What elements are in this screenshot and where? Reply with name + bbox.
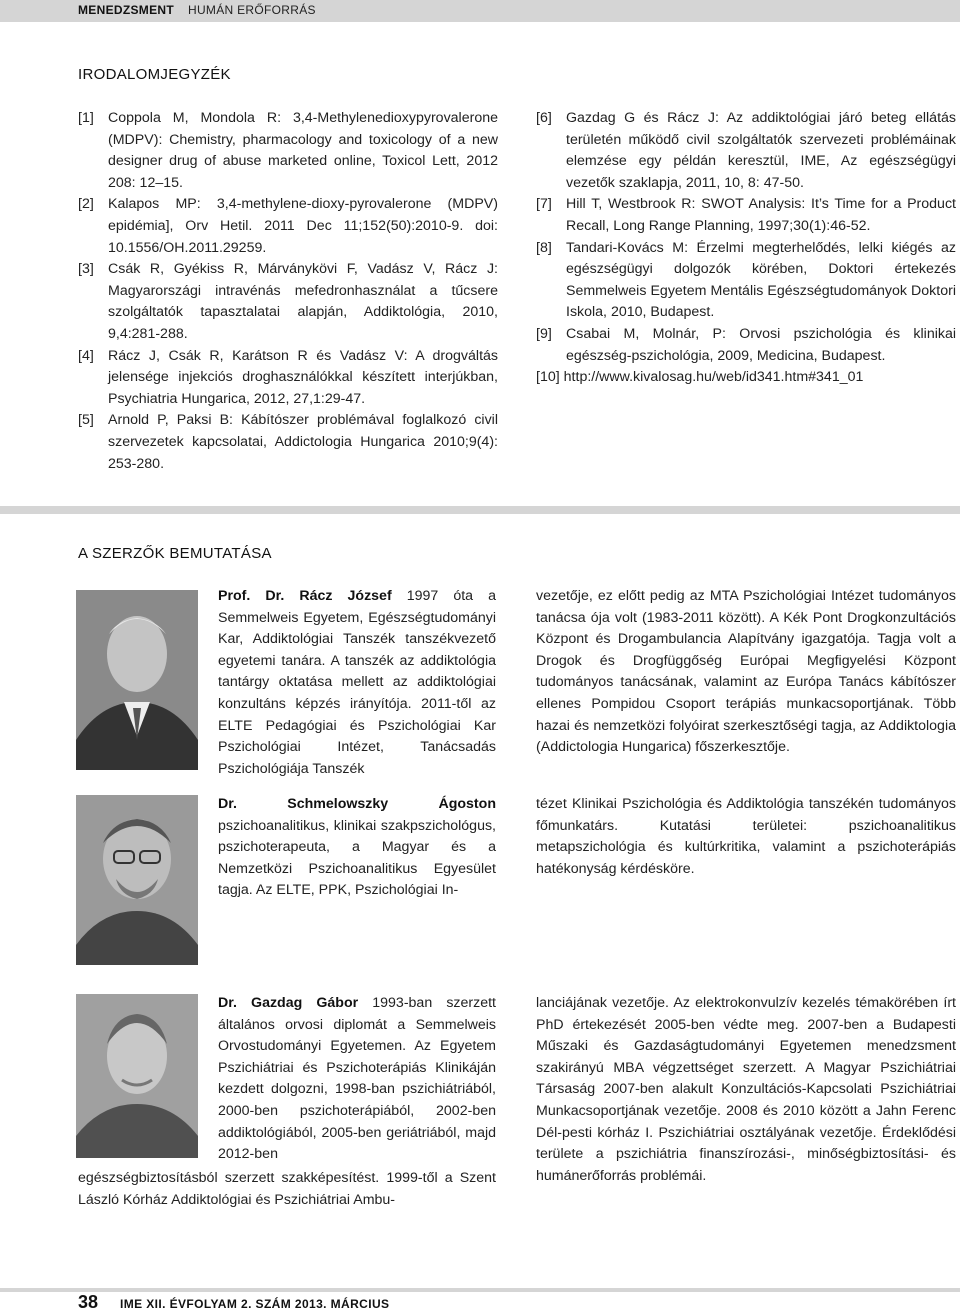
reference-item: [1] Coppola M, Mondola R: 3,4-Methylenedioxypyrovalerone (MDPV): Chemistry, pharmacology and toxicology of a new designer drug of abuse marketed online, Toxicol Lett, 2012 208: 12–15. (78, 110, 498, 191)
reference-item: [2] Kalapos MP: 3,4-methylene-dioxy-pyrovalerone (MDPV) epidémia], Orv Hetil. 2011 Dec 11;152(50):2010-9. doi: 10.1556/OH.2011.29259. (78, 196, 498, 256)
author-photo-racz (76, 590, 198, 770)
section-label: MENEDZSMENT (78, 3, 174, 17)
reference-item: [5] Arnold P, Paksi B: Kábítószer problémával foglalkozó civil szervezetek kapcsolatai, Addictologia Hungarica 2010;9(4): 253-280. (78, 412, 498, 472)
reference-item: [8] Tandari-Kovács M: Érzelmi megterhelődés, lelki kiégés az egészségügyi dolgozók körében, Doktori értekezés Semmelweis Egyetem Mentális Egészségtudományok Doktori Iskola, 2010, Budapest. (536, 239, 956, 321)
author-name: Dr. Schmelowszky Ágoston (218, 796, 496, 812)
section-header-bar (0, 0, 960, 22)
references-column-left (78, 108, 498, 475)
subsection-label: HUMÁN ERŐFORRÁS (188, 3, 316, 17)
reference-item: [3] Csák R, Gyékiss R, Márványkövi F, Vadász V, Rácz J: Magyarországi intravénás mefedronhasználat a tűcsere szolgáltatók tapasztalatai alapján, Addiktológia, 2010, 9,4:281-288. (78, 261, 498, 342)
author-name: Prof. Dr. Rácz József (218, 588, 392, 604)
reference-item: [7] Hill T, Westbrook R: SWOT Analysis: It’s Time for a Product Recall, Long Range Planning, 1997;30(1):46-52. (536, 196, 956, 234)
reference-item: [6] Gazdag G és Rácz J: Az addiktológiai járó beteg ellátás területén működő civil szolgáltatók szervezeti problémáinak elemzése egy példán keresztül, IME, Az egészségügyi vezetők szaklapja, 2011, 10, 8: 47-50. (536, 110, 956, 191)
journal-issue: IME XII. ÉVFOLYAM 2. SZÁM 2013. MÁRCIUS (120, 1297, 390, 1311)
references-column-right (536, 108, 956, 389)
reference-item: [9] Csabai M, Molnár, P: Orvosi pszichológia és klinikai egészség-pszichológia, 2009, Medicina, Budapest. (536, 325, 956, 364)
author-bio-gazdag-col2: lanciájának vezetője. Az elektrokonvulzív kezelés témakörében írt PhD értekezését 2005-ben védte meg. 2007-ben a Budapesti Műszaki és Gazdaságtudományi Egyetemen menedzsment szakirányú MBA végzettséget szerzett. A Magyar Pszichiátriai Társaság 2007-ben alakult Konzultációs-Kapcsolati Pszichiátriai Munkacsoportjának vezetője. 2008 és 2010 között a Jahn Ferenc Dél-pesti kórház I. Pszichiátriai osztályának vezetője. Érdeklődési területe a pszichiátria finanszírozási-, minőségbiztosítási- és humánerőforrás problémái. (536, 995, 956, 1184)
author-bio-schmelowszky-col1: Dr. Schmelowszky Ágoston pszichoanalitikus, klinikai szakpszichológus, pszichoterapeuta, a Magyar és a Nemzetközi Pszichoanalitikus Egyesület tagja. Az ELTE, PPK, Pszichológiai In- (218, 796, 496, 899)
page-number: 38 (78, 1292, 99, 1312)
author-bio-racz-col2: vezetője, ez előtt pedig az MTA Pszichológiai Intézet tudományos tanácsa ója volt (1983-2011 között). A Kék Pont Drogkonzultációs Központ és Drogambulancia Alapítvány igazgatója. Tagja volt a Drogok és Drogfüggőség Európai Megfigyelési Központ tudományos tanácsának, valamint az Európa Tanács kábítószer ellenes Pompidou Csoport terápiás munkacsoportjának. Több hazai és nemzetközi folyóirat szerkesztőségi tagja, az Addiktologia (Addictologia Hungarica) főszerkesztője. (536, 588, 956, 756)
author-photo-gazdag (76, 994, 198, 1158)
author-bio-gazdag-wrap: egészségbiztosításból szerzett szakképesítést. 1999-től a Szent László Kórház Addiktológiai és Pszichiátriai Ambu- (78, 1170, 496, 1208)
author-photo-schmelowszky (76, 795, 198, 965)
reference-item: [10] http://www.kivalosag.hu/web/id341.htm#341_01 (536, 367, 956, 389)
references-heading: IRODALOMJEGYZÉK (78, 66, 231, 83)
footer-bar (0, 1288, 960, 1292)
author-bio-gazdag-col1: Dr. Gazdag Gábor 1993-ban szerzett általános orvosi diplomát a Semmelweis Orvostudományi Egyetemen. Az Egyetem Pszichiátriai és Pszichoterápiás Klinikáján kezdett dolgozni, 1998-ban pszichiátriából, 2000-ben pszichoterápiából, 2002-ben addiktológiából, 2005-ben geriátriából, majd 2012-ben (218, 995, 496, 1163)
author-bio-racz-col1: Prof. Dr. Rácz József 1997 óta a Semmelweis Egyetem, Egészségtudományi Kar, Addiktológiai Tanszék tanszékvezető egyetemi tanára. A tanszék az addiktológia tantárgy oktatása mellett az addiktológiai konzultáns képzés irányítója. 2011-től az ELTE Pedagógiai és Pszichológiai Kar Pszichológiai Intézet, Tanácsadás Pszichológiája Tanszék (218, 588, 496, 777)
authors-heading: A SZERZŐK BEMUTATÁSA (78, 545, 272, 562)
author-name: Dr. Gazdag Gábor (218, 995, 359, 1011)
section-divider (0, 506, 960, 514)
reference-item: [4] Rácz J, Csák R, Karátson R és Vadász V: A drogváltás jelensége injekciós droghasználókkal készített interjúkban, Psychiatria Hungarica, 2012, 27,1:29-47. (78, 347, 498, 407)
author-bio-schmelowszky-col2: tézet Klinikai Pszichológia és Addiktológia tanszékén tudományos főmunkatárs. Kutatási területei: pszichoanalitikus metapszichológia és kultúrkritika, valamint a pszichoterápiás hatékonyság kérdésköre. (536, 796, 956, 877)
reference-link[interactable]: http://www.kivalosag.hu/web/id341.htm#341_01 (563, 369, 864, 386)
